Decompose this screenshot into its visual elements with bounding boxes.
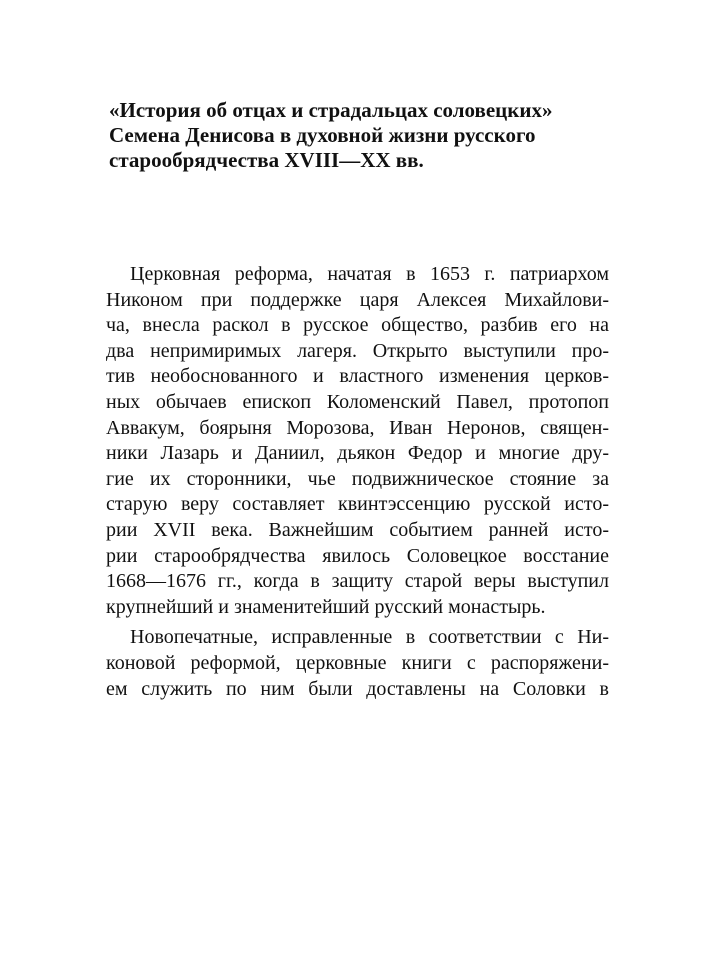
text-line: рии старообрядчества явилось Соловецкое восстание [106,544,609,567]
text-line: два непримиримых лагеря. Открыто выступили про- [106,339,609,362]
text-line: Новопечатные, исправленные в соответствии с Ни- [130,626,609,649]
text-line: Аввакум, боярыня Морозова, Иван Неронов, священ- [106,416,609,439]
body-text [106,262,609,702]
text-line: старую веру составляет квинтэссенцию русской исто- [106,493,609,516]
paragraph-2 [106,625,609,702]
text-line: ники Лазарь и Даниил, дьякон Федор и многие дру- [106,442,609,465]
chapter-title-line: Семена Денисова в духовной жизни русского [109,123,536,147]
text-line: ных обычаев епископ Коломенский Павел, протопоп [106,390,609,413]
text-line: ча, внесла раскол в русское общество, разбив его на [106,314,609,337]
text-line: Никоном при поддержке царя Алексея Михайлови- [106,288,609,311]
chapter-title [109,98,629,173]
text-line: 1668—1676 гг., когда в защиту старой веры выступил [106,570,609,593]
chapter-title-line: старообрядчества XVIII—XX вв. [109,148,424,172]
text-line: тив необоснованного и властного изменения церков- [106,365,609,388]
text-line: ем служить по ним были доставлены на Соловки в [106,677,609,700]
text-line: Церковная реформа, начатая в 1653 г. патриархом [130,263,609,285]
chapter-title-line: «История об отцах и страдальцах соловецких» [109,98,553,122]
text-line: гие их сторонники, чье подвижническое стояние за [106,467,609,490]
text-line: коновой реформой, церковные книги с распоряжени- [106,651,609,674]
text-line: крупнейший и знаменитейший русский монастырь. [106,595,546,618]
text-line: рии XVII века. Важнейшим событием ранней исто- [106,518,609,541]
paragraph-1 [106,262,609,620]
